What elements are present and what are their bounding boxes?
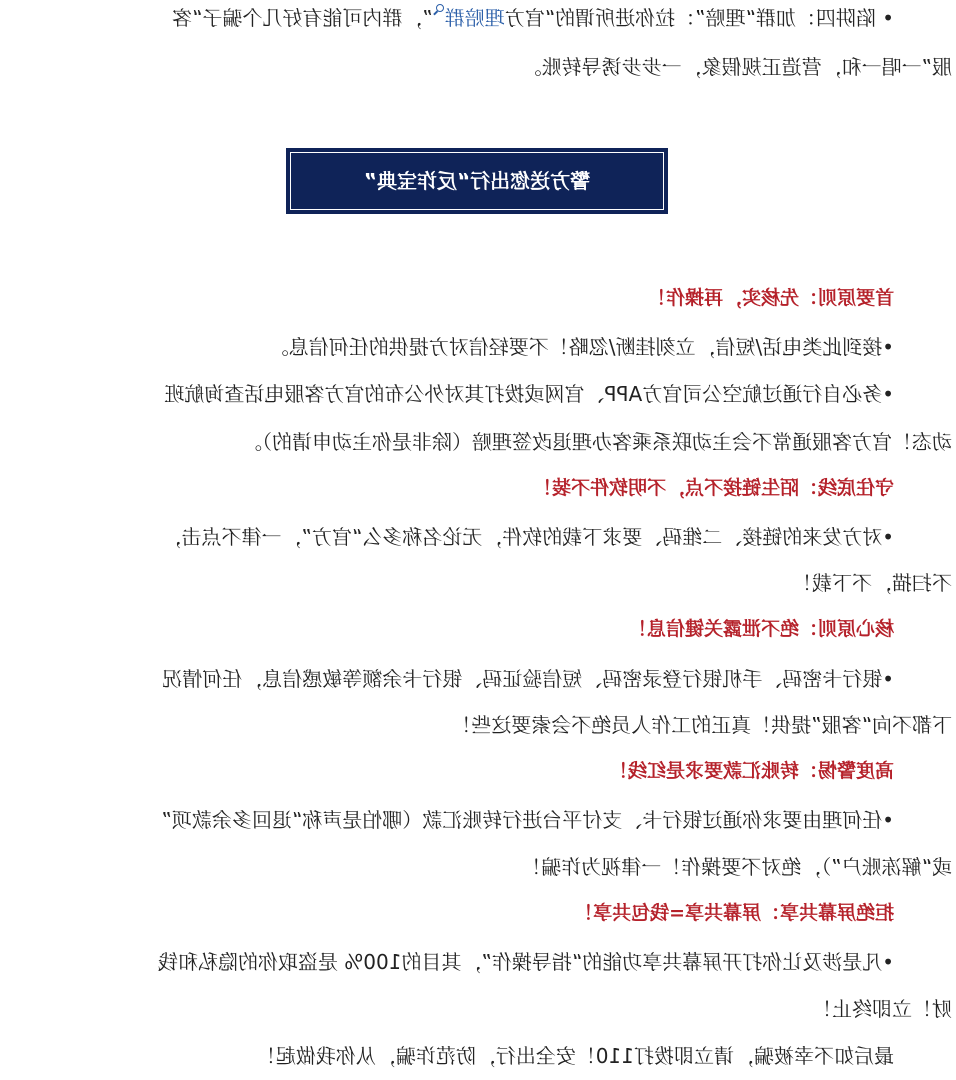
group-search-link[interactable]: 理赔群 [444,6,505,30]
intro-text-suffix: ”，群内可能有好几个骗子“客 [172,6,433,30]
section-heading-2: 守住底线：陌生链接不点，不明软件不装！ [532,477,894,499]
intro-line-1 [0,6,956,30]
paragraph-line: 或“解冻账户”），绝对不要操作！一律视为诈骗！ [521,855,952,879]
paragraph-line: 财！立即终止！ [812,997,952,1021]
paragraph-line: •务必自行通过航空公司官方APP、官网或拨打其对外公布的官方客服电话查询航班 [164,382,894,406]
section-heading-3: 核心原则：绝不泄露关键信息！ [627,618,894,640]
section-banner [286,148,668,214]
paragraph-line: 不扫描，不下载！ [792,571,952,595]
banner-title: 警方送您出行“反诈宝典” [363,169,591,193]
paragraph-line: •银行卡密码、手机银行登录密码、短信验证码、银行卡余额等敏感信息，任何情况 [162,667,894,691]
closing-line: 最后如不幸被骗，请立即拨打110！安全出行，防范诈骗，从你我做起！ [255,1044,894,1068]
paragraph-line: 动态！官方客服通常不会主动联系乘客办理退改签理赔（除非是你主动申请的）。 [242,430,952,454]
intro-text-prefix: • 陷阱四：加群“理赔”：拉你进所谓的“官方 [504,6,894,30]
paragraph-line: •接到此类电话/短信，立刻挂断/忽略！不要轻信对方提供的任何信息。 [268,335,894,359]
section-heading-4: 高度警惕：转账汇款要求是红线！ [608,760,894,782]
intro-line-2: 服”一唱一和，营造正规假象，一步步诱导转账。 [521,55,952,79]
paragraph-line: •任何理由要求你通过银行卡、支付平台进行转账汇款（哪怕是声称“退回多余款项” [161,808,894,832]
paragraph-line: •对方发来的链接、二维码、要求下载的软件，无论名称多么“官方”，一律不点击， [161,525,894,549]
paragraph-line: •凡是涉及让你打开屏幕共享功能的“指导操作”，其目的100% 是盗取你的隐私和钱 [157,950,894,974]
paragraph-line: 下都不向“客服”提供！真正的工作人员绝不会索要这些！ [451,713,952,737]
section-heading-5: 拒绝屏幕共享：屏幕共享=钱包共享！ [574,902,894,924]
search-icon[interactable] [433,4,445,16]
section-heading-1: 首要原则：先核实，再操作！ [646,287,894,309]
